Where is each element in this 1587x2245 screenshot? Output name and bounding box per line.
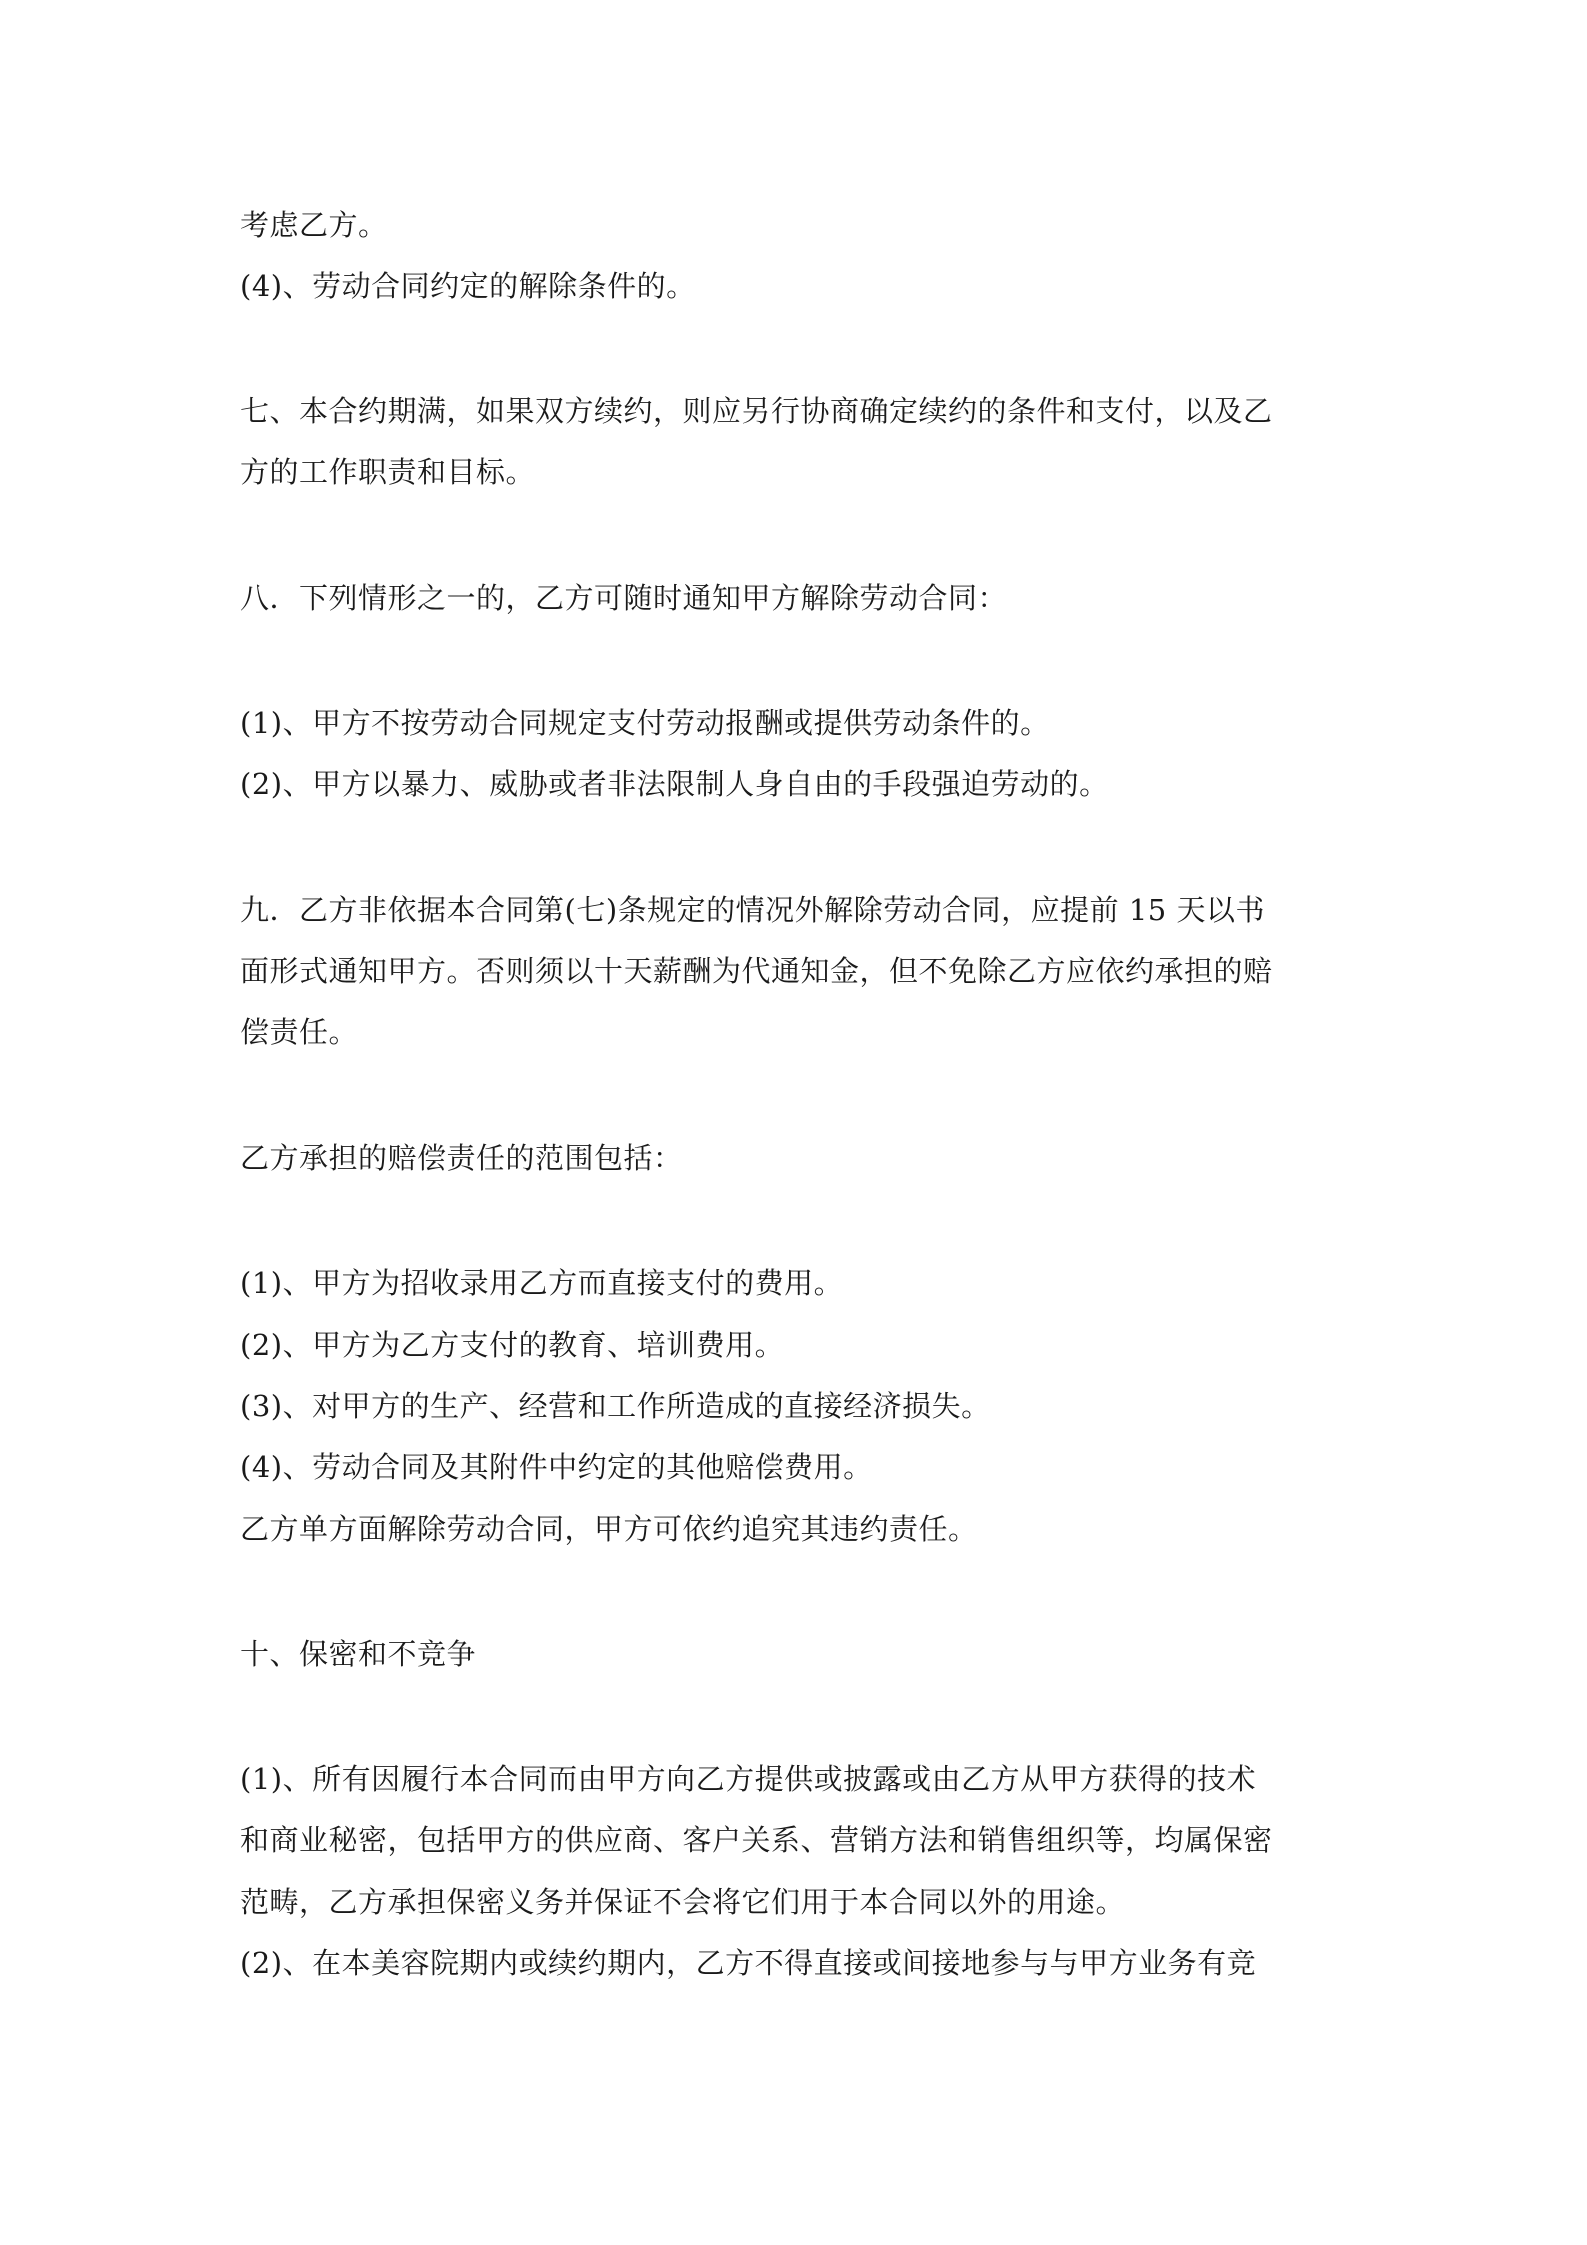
text-line: 方的工作职责和目标。 (240, 455, 536, 489)
section-heading: 十、保密和不竞争 (240, 1637, 477, 1671)
text-line: 和商业秘密，包括甲方的供应商、客户关系、营销方法和销售组织等，均属保密 (240, 1823, 1273, 1857)
text-line: 八．下列情形之一的，乙方可随时通知甲方解除劳动合同： (240, 581, 1008, 615)
text-line: (4)、劳动合同及其附件中约定的其他赔偿费用。 (240, 1450, 873, 1484)
text-line: 面形式通知甲方。否则须以十天薪酬为代通知金，但不免除乙方应依约承担的赔 (240, 954, 1273, 988)
text-line: 考虑乙方。 (240, 208, 388, 242)
text-line: (1)、甲方不按劳动合同规定支付劳动报酬或提供劳动条件的。 (240, 706, 1050, 740)
text-line: (2)、在本美容院期内或续约期内，乙方不得直接或间接地参与与甲方业务有竞 (240, 1946, 1257, 1980)
text-line: (4)、劳动合同约定的解除条件的。 (240, 269, 696, 303)
text-line: 乙方承担的赔偿责任的范围包括： (240, 1141, 683, 1175)
text-line: (2)、甲方以暴力、威胁或者非法限制人身自由的手段强迫劳动的。 (240, 767, 1109, 801)
text-line: (1)、所有因履行本合同而由甲方向乙方提供或披露或由乙方从甲方获得的技术 (240, 1762, 1257, 1796)
text-line: 范畴，乙方承担保密义务并保证不会将它们用于本合同以外的用途。 (240, 1885, 1126, 1919)
text-line: (3)、对甲方的生产、经营和工作所造成的直接经济损失。 (240, 1389, 991, 1423)
text-line: (2)、甲方为乙方支付的教育、培训费用。 (240, 1328, 785, 1362)
text-line: 偿责任。 (240, 1015, 359, 1049)
text-line: 九．乙方非依据本合同第(七)条规定的情况外解除劳动合同，应提前 15 天以书 (240, 893, 1265, 927)
text-line: (1)、甲方为招收录用乙方而直接支付的费用。 (240, 1266, 844, 1300)
text-line: 乙方单方面解除劳动合同，甲方可依约追究其违约责任。 (240, 1512, 978, 1546)
text-line: 七、本合约期满，如果双方续约，则应另行协商确定续约的条件和支付，以及乙 (240, 394, 1273, 428)
